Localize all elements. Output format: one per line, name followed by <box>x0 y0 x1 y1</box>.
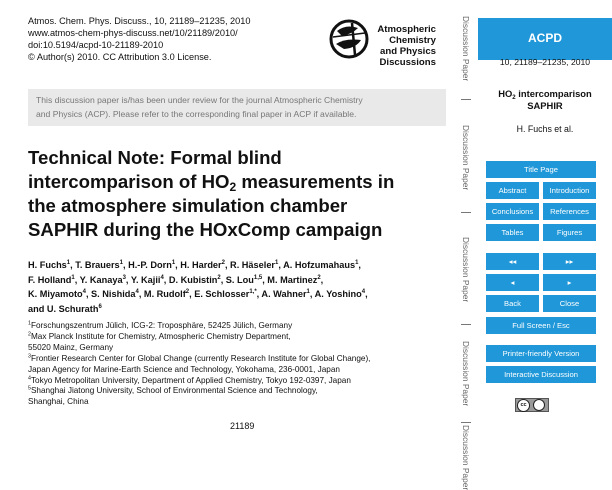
last-page-button[interactable]: ▸▸ <box>543 253 596 270</box>
affiliation-marker: 1,5 <box>253 274 263 281</box>
affiliation-marker: 1 <box>66 259 71 266</box>
affiliation-marker: 6 <box>98 303 102 310</box>
author-name: , A. Wahner <box>256 289 307 299</box>
affiliation-number: 3 <box>28 352 31 359</box>
strip-label-text: Discussion Paper <box>461 125 471 191</box>
close-button[interactable]: Close <box>543 295 596 312</box>
affiliation-marker: 4 <box>361 288 366 295</box>
affiliation-marker: 1 <box>71 274 75 281</box>
short-title-text: HO <box>498 88 513 99</box>
affiliation-marker: 3 <box>122 274 126 281</box>
logo-line: Chemistry <box>389 35 436 46</box>
logo-text <box>368 24 436 68</box>
affiliation-text: Frontier Research Center for Global Change (currently Research Institute for Global Change), <box>30 353 371 363</box>
short-title-line <box>478 88 612 100</box>
author-name: and U. Schurath <box>28 303 99 314</box>
author-name: , S. Lou <box>220 274 254 285</box>
attribution-person-icon <box>533 399 545 411</box>
author-name: , R. Häseler <box>224 260 275 270</box>
affiliation-marker: 1,* <box>249 288 257 295</box>
author-line <box>28 287 448 302</box>
short-title-subscript: 2 <box>512 93 516 101</box>
author-name: , A. Hofzumahaus <box>278 260 356 270</box>
strip-label <box>455 425 477 490</box>
author-name: , <box>358 260 361 270</box>
affiliation-text: 55020 Mainz, Germany <box>28 342 114 352</box>
author-name: F. Holland <box>28 274 72 285</box>
abstract-button[interactable]: Abstract <box>486 182 539 199</box>
journal-url[interactable]: www.atmos-chem-phys-discuss.net/10/21189/2010/ <box>28 28 238 38</box>
strip-label <box>455 110 477 206</box>
affiliation-line <box>28 321 448 332</box>
strip-label <box>455 330 477 418</box>
cc-icon: cc <box>517 399 530 412</box>
title-line <box>28 170 448 194</box>
journal-logo <box>326 14 436 72</box>
first-page-button[interactable]: ◂◂ <box>486 253 539 270</box>
affiliation-text: Forschungszentrum Jülich, ICG-2: Troposphäre, 52425 Jülich, Germany <box>30 321 293 330</box>
author-name: , M. Martinez <box>262 274 318 285</box>
journal-citation: Atmos. Chem. Phys. Discuss., 10, 21189–21235, 2010 <box>28 16 251 26</box>
title-line: Technical Note: Formal blind <box>28 147 282 168</box>
figures-button[interactable]: Figures <box>543 224 596 241</box>
affiliation-text: Max Planck Institute for Chemistry, Atmospheric Chemistry Department, <box>30 331 291 341</box>
affiliation-marker: 2 <box>185 288 190 295</box>
author-name: K. Miyamoto <box>28 289 83 299</box>
affiliation-line <box>28 376 448 387</box>
affiliation-marker: 2 <box>317 274 321 281</box>
strip-label-text: Discussion Paper <box>461 425 471 490</box>
affiliation-marker: 2 <box>217 274 221 281</box>
affiliation-number: 5 <box>28 385 31 392</box>
strip-label <box>455 6 477 91</box>
creative-commons-badge[interactable] <box>515 398 549 412</box>
title-text: measurements in <box>236 171 395 192</box>
author-line <box>28 258 448 273</box>
title-line: the atmosphere simulation chamber <box>28 195 348 216</box>
page-number: 21189 <box>230 421 255 431</box>
author-name: , Y. Kajii <box>125 274 161 285</box>
strip-label-text: Discussion Paper <box>461 341 471 407</box>
strip-divider <box>461 324 471 325</box>
affiliation-line <box>28 354 448 365</box>
author-name: , D. Kubistin <box>163 274 218 285</box>
logo-line: Atmospheric <box>377 24 436 35</box>
short-title <box>478 88 612 112</box>
logo-line: Discussions <box>379 57 436 68</box>
affiliation-line <box>28 332 448 343</box>
strip-divider <box>461 422 471 423</box>
title-subscript: 2 <box>229 180 237 195</box>
affiliation-number: 1 <box>28 320 31 327</box>
author-name: , M. Rudolf <box>138 289 186 299</box>
affiliation-text: Shanghai, China <box>28 397 89 407</box>
title-line: SAPHIR during the HOxComp campaign <box>28 219 383 240</box>
sidebar-header <box>478 18 612 60</box>
author-name: , Y. Kanaya <box>74 274 123 285</box>
affiliation-marker: 4 <box>135 288 139 295</box>
author-name: , S. Nishida <box>85 289 136 299</box>
previous-page-button[interactable]: ◂ <box>486 274 539 291</box>
affiliation-marker: 1 <box>171 259 176 266</box>
printer-friendly-button[interactable]: Printer-friendly Version <box>486 345 596 362</box>
strip-divider <box>461 212 471 213</box>
full-screen-button[interactable]: Full Screen / Esc <box>486 317 596 334</box>
paper-title <box>28 146 448 242</box>
author-name: , E. Schlosser <box>189 289 250 299</box>
introduction-button[interactable]: Introduction <box>543 182 596 199</box>
affiliation-marker: 1 <box>306 288 310 295</box>
interactive-discussion-button[interactable]: Interactive Discussion <box>486 366 596 383</box>
short-title-text: intercomparison <box>515 88 592 99</box>
doi[interactable]: doi:10.5194/acpd-10-21189-2010 <box>28 40 164 50</box>
volume-info: 10, 21189–21235, 2010 <box>499 57 591 67</box>
review-notice <box>28 89 446 126</box>
author-name: , <box>365 289 368 299</box>
affiliation-line <box>28 365 448 376</box>
author-name: , H. Harder <box>175 260 222 270</box>
strip-label <box>455 222 477 318</box>
strip-divider <box>461 99 471 100</box>
references-button[interactable]: References <box>543 203 596 220</box>
globe-logo-icon <box>328 18 370 60</box>
affiliation-marker: 1 <box>119 259 123 266</box>
title-page-button[interactable]: Title Page <box>486 161 596 178</box>
short-title-line: SAPHIR <box>527 100 563 111</box>
affiliation-line <box>28 386 448 397</box>
notice-line: and Physics (ACP). Please refer to the corresponding final paper in ACP if available. <box>36 109 357 119</box>
author-line <box>28 273 448 288</box>
next-page-button[interactable]: ▸ <box>543 274 596 291</box>
license-line: © Author(s) 2010. CC Attribution 3.0 License. <box>28 52 212 62</box>
affiliation-line <box>28 343 448 354</box>
author-name: H. Fuchs <box>28 260 67 270</box>
affiliation-marker: 1 <box>275 259 279 266</box>
strip-label-text: Discussion Paper <box>461 15 471 82</box>
author-name: , <box>320 274 324 285</box>
journal-abbrev: ACPD <box>527 31 562 45</box>
logo-line: and Physics <box>380 46 436 57</box>
affiliation-number: 2 <box>28 331 31 338</box>
affiliation-marker: 2 <box>221 259 225 266</box>
affiliation-text: Japan Agency for Marine-Earth Science and Technology, Yokohama, 236-0001, Japan <box>28 364 340 374</box>
author-name: , A. Yoshino <box>309 289 362 299</box>
affiliation-marker: 4 <box>160 274 164 281</box>
affiliation-text: Shanghai Jiatong University, School of Environmental Science and Technology, <box>30 386 318 396</box>
author-list <box>28 258 448 316</box>
author-name: , H.-P. Dorn <box>122 260 172 270</box>
strip-label-text: Discussion Paper <box>461 237 471 303</box>
affiliation-list <box>28 321 448 408</box>
affiliation-number: 4 <box>28 374 31 381</box>
tables-button[interactable]: Tables <box>486 224 539 241</box>
affiliation-line <box>28 397 448 408</box>
conclusions-button[interactable]: Conclusions <box>486 203 539 220</box>
title-text: intercomparison of HO <box>28 171 230 192</box>
back-button[interactable]: Back <box>486 295 539 312</box>
author-line <box>28 302 448 317</box>
affiliation-marker: 4 <box>82 288 86 295</box>
author-name: , T. Brauers <box>70 260 120 270</box>
short-author: H. Fuchs et al. <box>516 124 574 134</box>
notice-line: This discussion paper is/has been under review for the journal Atmospheric Chemistry <box>36 95 363 105</box>
affiliation-text: Tokyo Metropolitan University, Department of Applied Chemistry, Tokyo 192-0397, Japan <box>30 375 351 385</box>
affiliation-marker: 1 <box>355 259 359 266</box>
